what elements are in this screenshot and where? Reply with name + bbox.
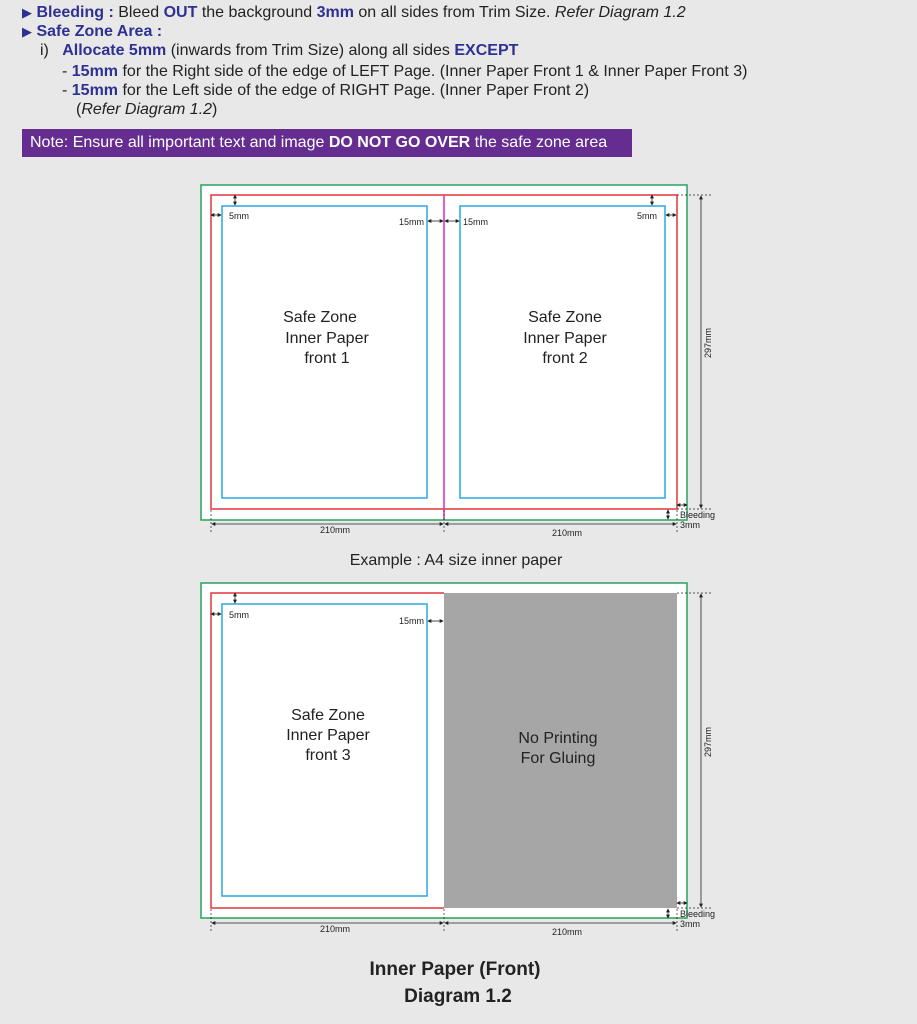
- bleeding-text-2: the background: [197, 4, 317, 21]
- bleeding-reference: Refer Diagram 1.2: [554, 4, 686, 21]
- paren-open: (: [76, 101, 82, 118]
- safe-zone-front-2-line2: Inner Paper: [523, 330, 607, 347]
- dim-15mm-2: 15mm: [399, 616, 425, 626]
- safe-zone-front-3-line2: Inner Paper: [286, 727, 370, 744]
- dim-5mm-right: 5mm: [637, 211, 657, 221]
- safe-zone-front-2-line3: front 2: [542, 350, 588, 367]
- bleeding-3mm: 3mm: [316, 4, 354, 21]
- bleeding-label-2: Bleeding: [680, 909, 716, 919]
- mm15-left: 15mm: [71, 63, 119, 80]
- bleed-3mm-2: 3mm: [680, 919, 700, 929]
- bleeding-label-1: Bleeding: [680, 510, 716, 520]
- left-page-text: for the Right side of the edge of LEFT Page. (Inner Paper Front 1 & Inner Paper Front 3): [118, 63, 748, 80]
- mm15-right: 15mm: [71, 82, 119, 99]
- diagram-title-line2: Diagram 1.2: [404, 986, 512, 1007]
- safe-zone-front-3-line1: Safe Zone: [291, 707, 365, 724]
- paren-close: ): [212, 101, 218, 118]
- dash: -: [62, 63, 72, 80]
- bleeding-label: Bleeding :: [36, 4, 114, 21]
- dim-297mm: 297mm: [703, 327, 713, 359]
- safe-zone-label: Safe Zone Area :: [36, 23, 163, 40]
- reference-text: Refer Diagram 1.2: [81, 101, 213, 118]
- item-marker: i): [40, 42, 49, 59]
- allocate-text: (inwards from Trim Size) along all sides: [166, 42, 455, 59]
- dim-210mm-left-2: 210mm: [319, 924, 351, 934]
- dim-5mm-left: 5mm: [229, 211, 249, 221]
- bullet-arrow-icon: ▶: [22, 24, 32, 39]
- diagram-1-caption: Example : A4 size inner paper: [349, 552, 563, 569]
- note-suffix: the safe zone area: [470, 134, 608, 151]
- bleeding-out: OUT: [163, 4, 198, 21]
- dim-5mm-2: 5mm: [229, 610, 249, 620]
- diagram-title-line1: Inner Paper (Front): [369, 959, 541, 980]
- allocate-label: Allocate 5mm: [62, 42, 167, 59]
- dim-15mm-right: 15mm: [463, 217, 489, 227]
- dim-210mm-right-2: 210mm: [551, 927, 583, 937]
- note-prefix: Note: Ensure all important text and image: [30, 134, 329, 151]
- no-printing-line1: No Printing: [518, 730, 598, 747]
- safe-zone-front-1-line1: Safe Zone: [283, 309, 357, 326]
- dim-297mm-2: 297mm: [703, 726, 713, 758]
- dash: -: [62, 82, 72, 99]
- dim-210mm-right: 210mm: [551, 528, 583, 538]
- dim-15mm-left: 15mm: [399, 217, 425, 227]
- safe-zone-front-1-line2: Inner Paper: [285, 330, 369, 347]
- safe-zone-front-2-line1: Safe Zone: [528, 309, 602, 326]
- bleeding-text-3: on all sides from Trim Size.: [353, 4, 555, 21]
- right-page-text: for the Left side of the edge of RIGHT Page. (Inner Paper Front 2): [118, 82, 590, 99]
- safe-zone-front-1-line3: front 1: [304, 350, 350, 367]
- bullet-arrow-icon: ▶: [22, 5, 32, 20]
- bleeding-text: Bleed: [113, 4, 164, 21]
- bleed-3mm-1: 3mm: [680, 520, 700, 530]
- except-label: EXCEPT: [454, 42, 519, 59]
- dim-210mm-left: 210mm: [319, 525, 351, 535]
- safe-zone-front-3-line3: front 3: [305, 747, 351, 764]
- note-bold: DO NOT GO OVER: [328, 134, 471, 151]
- no-printing-line2: For Gluing: [520, 750, 596, 767]
